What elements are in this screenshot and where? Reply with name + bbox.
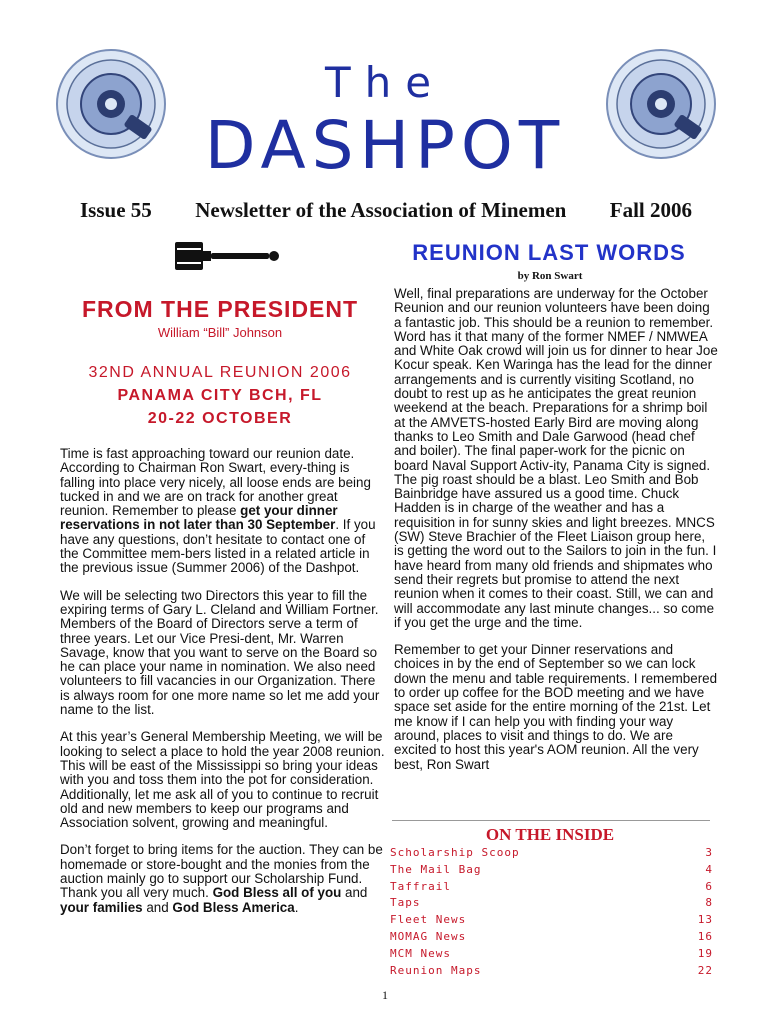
table-of-contents	[390, 845, 713, 979]
gavel-icon	[175, 240, 283, 272]
masthead-the: The	[324, 58, 446, 107]
reunion-paragraph: Well, final preparations are underway for the October Reunion and our reunion volunteers have been doing a fantastic job. This should be a reunion to remember. Word has it that many of the former NMEF / NMWEA and White Oak crowd will join us for dinner to hear Joe Kocur speak. Ken Waringa has the lead for the dinner arrangements and is currently visiting Scotland, no doubt to rest up as he anticipates the great reunion weekend at the beach. Preparations for a shrimp boil at the AMVETS-hosted Early Bird are moving along thanks to Leo Smith and Dale Garwood (head chef and boiler). The final paper-work for the picnic on board Naval Support Activ-ity, Panama City is signed. The pig roast should be a blast. Leo Smith and Bob Bainbridge have assured us a good time. Chuck Hadden is in charge of the weather and has a requisition in for sunny skies and light breezes. MNCS (SW) Steve Brachier of the Fleet Liaison group here, is getting the word out to the Sailors to join in the fun. I have heard from many old friends and shipmates who send their regrets but promise to attend the next reunion when it comes to their coast. Still, we can and will accommodate any last minute changes... so come if you get the urge and the time.	[394, 286, 718, 630]
masthead-title: DASHPOT	[204, 107, 566, 184]
toc-item[interactable]: Scholarship Scoop 3	[390, 846, 713, 859]
issue-number: Issue 55	[80, 198, 152, 222]
president-heading: FROM THE PRESIDENT	[81, 296, 359, 322]
president-article	[60, 447, 385, 928]
toc-divider	[392, 820, 710, 821]
page-number: 1	[382, 988, 388, 1002]
reunion-paragraph: Remember to get your Dinner reservations and choices in by the end of September so we can lock down the menu and table requirements. I remembered to order up coffee for the BOD meeting and we have space set aside for the entire morning of the 21st. Let me know if I can help you with finding your way around, places to visit and things to do. We are excited to host this year's AOM reunion. All the very best, Ron Swart	[394, 642, 718, 772]
toc-item[interactable]: Reunion Maps 22	[390, 963, 713, 977]
toc-item[interactable]: MOMAG News 16	[390, 929, 713, 943]
issue-season: Fall 2006	[609, 198, 692, 222]
president-paragraph: We will be selecting two Directors this year to fill the expiring terms of Gary L. Cleland and William Fortner. Members of the Board of Directors serve a term of three years. Let our Vice Presi-dent, Mr. Warren Savage, know that you want to serve on the Board so he can place your name in nomination. We also need volunteers to fill vacancies in our Organization. There is always room for one more name so let me add your name to the list.	[60, 587, 380, 718]
reunion-article	[394, 287, 718, 785]
president-name: William “Bill” Johnson	[157, 325, 283, 340]
issue-bar	[80, 198, 692, 223]
toc-item[interactable]: The Mail Bag 4	[390, 862, 713, 876]
president-paragraph: Time is fast approaching toward our reunion date. According to Chairman Ron Swart, every-thing is falling into place very nicely, all loose ends are being tucked in and we are on track for another great reunion. Remember to please get your dinner reservations in not later than 30 September. If you have any questions, don’t hesitate to contact one of the Committee mem-bers listed in a related article in the previous issue (Summer 2006) of the Dashpot.	[60, 446, 376, 576]
president-paragraph: Don’t forget to bring items for the auction. They can be homemade or store-bought and the monies from the auction mainly go to support our Scholarship Fund. Thank you all very much. God Bless all of you and your families and God Bless America.	[60, 842, 383, 915]
reunion-byline: by Ron Swart	[517, 270, 583, 282]
inside-heading: ON THE INSIDE	[485, 825, 615, 844]
president-paragraph: At this year’s General Membership Meeting, we will be looking to select a place to hold the year 2008 reunion. This will be east of the Mississippi so bring your ideas with you and toss them into the pot for consideration. Additionally, let me ask all of you to continue to recruit old and new members to keep our programs and Association solvent, growing and meaningful.	[60, 729, 385, 831]
reunion-heading: REUNION LAST WORDS	[412, 240, 686, 265]
reservation-deadline: get your dinner reservations in not later than 30 September	[60, 503, 338, 533]
reunion-banner-dates: 20-22 OCTOBER	[147, 410, 293, 427]
reunion-banner-line: 32ND ANNUAL REUNION 2006	[88, 364, 352, 381]
newsletter-subtitle: Newsletter of the Association of Minemen	[195, 198, 567, 222]
toc-item[interactable]: Taffrail 6	[390, 879, 713, 893]
toc-item[interactable]: MCM News 19	[390, 946, 713, 960]
toc-item[interactable]: Taps 8	[390, 896, 713, 910]
reunion-banner-location: PANAMA CITY BCH, FL	[117, 387, 323, 404]
toc-item[interactable]: Fleet News 13	[390, 913, 713, 927]
